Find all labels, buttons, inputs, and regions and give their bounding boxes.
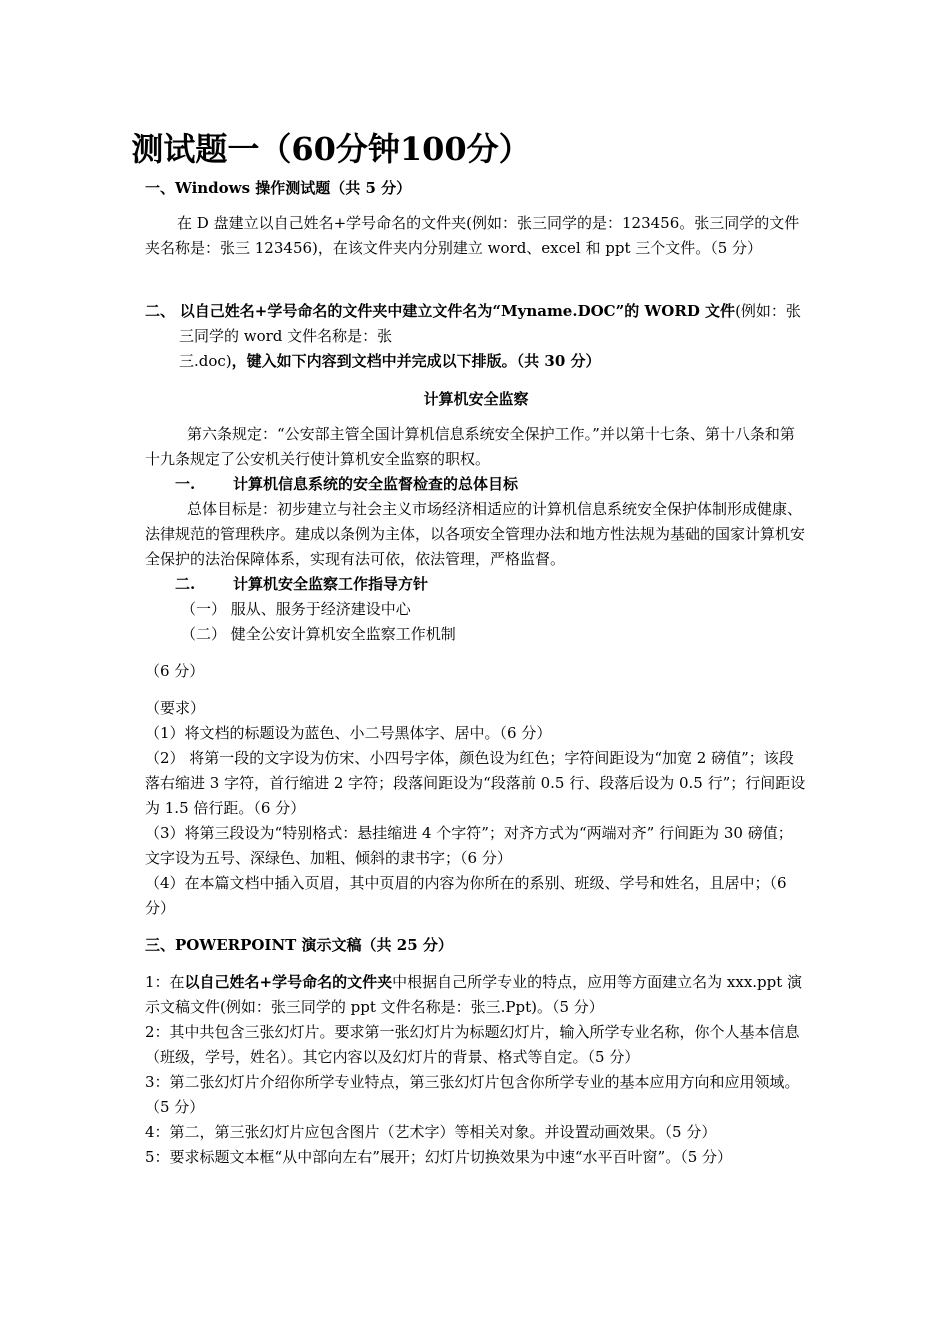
article-heading-1 xyxy=(145,472,807,497)
article-para-2: 总体目标是：初步建立与社会主义市场经济相适应的计算机信息系统安全保护体制形成健康、法律规范的管理秩序。建成以条例为主体，以各项安全管理办法和地方性法规为基础的国家计算机安全保护的法治保障体系，实现有法可依，依法管理，严格监督。 xyxy=(145,500,806,568)
ppt-item-4: 4：第二，第三张幻灯片应包含图片（艺术字）等相关对象。并设置动画效果。（5 分） xyxy=(145,1123,717,1141)
article-heading-1-number: 一. xyxy=(175,475,196,493)
article-heading-1-text: 计算机信息系统的安全监督检查的总体目标 xyxy=(233,475,519,493)
section-1-body: 在 D 盘建立以自己姓名+学号命名的文件夹(例如：张三同学的是：123456。张三同学的文件夹名称是：张三 123456)，在该文件夹内分别建立 word、excel 和 ppt 三个文件。（5 分） xyxy=(145,214,800,257)
requirements-label: （要求） xyxy=(145,699,206,717)
article-title: 计算机安全监察 xyxy=(423,390,529,408)
section-2-bold-1: 以自己姓名+学号命名的文件夹中建立文件名为“Myname.DOC”的 WORD 文件 xyxy=(179,302,736,320)
page-title: 测试题一（60分钟100分） xyxy=(131,130,531,168)
section-2-example: (例如：张三同学的 word 文件名称是：张三.doc) xyxy=(179,302,801,370)
ppt-item-3: 3：第二张幻灯片介绍你所学专业特点，第三张幻灯片包含你所学专业的基本应用方向和应用领域。（5 分） xyxy=(145,1073,800,1116)
article-para-1: 第六条规定：“公安部主管全国计算机信息系统安全保护工作。”并以第十七条、第十八条和第十九条规定了公安机关行使计算机安全监察的职权。 xyxy=(145,425,795,468)
section-2-heading xyxy=(145,299,807,374)
ppt-item-1 xyxy=(145,970,807,1020)
article-heading-2 xyxy=(145,572,807,597)
section-1-heading: 一、Windows 操作测试题（共 5 分） xyxy=(145,179,412,197)
ppt-item-1-rest: 中根据自己所学专业的特点，应用等方面建立名为 xxx.ppt 演示文稿文件(例如：张三同学的 ppt 文件名称是：张三.Ppt)。（5 分） xyxy=(145,973,803,1016)
requirement-4: （4）在本篇文档中插入页眉，其中页眉的内容为你所在的系别、班级、学号和姓名，且居中；（6 分） xyxy=(145,874,787,917)
section-2-bold-2: ，键入如下内容到文档中并完成以下排版。（共 30 分） xyxy=(231,352,601,370)
ppt-item-1-prefix: 1：在 xyxy=(145,973,185,991)
article-heading-2-number: 二. xyxy=(175,575,196,593)
ppt-item-2: 2：其中共包含三张幻灯片。要求第一张幻灯片为标题幻灯片，输入所学专业名称，你个人基本信息（班级，学号，姓名）。其它内容以及幻灯片的背景、格式等自定。（5 分） xyxy=(145,1023,800,1066)
score-6: （6 分） xyxy=(145,662,205,680)
requirement-3: （3）将第三段设为“特别格式：悬挂缩进 4 个字符”；对齐方式为“两端对齐” 行间距为 30 磅值；文字设为五号、深绿色、加粗、倾斜的隶书字；（6 分） xyxy=(145,824,793,867)
section-3-heading: 三、POWERPOINT 演示文稿（共 25 分） xyxy=(145,936,453,954)
requirement-1: （1）将文档的标题设为蓝色、小二号黑体字、居中。（6 分） xyxy=(145,724,552,742)
requirement-2: （2） 将第一段的文字设为仿宋、小四号字体，颜色设为红色；字符间距设为“加宽 2 磅值”；该段落右缩进 3 字符，首行缩进 2 字符；段落间距设为“段落前 0.5 行、段落后设为 0.5 行”；行间距设为 1.5 倍行距。（6 分） xyxy=(145,749,806,817)
article-heading-2-text: 计算机安全监察工作指导方针 xyxy=(233,575,429,593)
ppt-item-1-bold: 以自己姓名+学号命名的文件夹 xyxy=(184,973,393,991)
article-item-2: （二） 健全公安计算机安全监察工作机制 xyxy=(181,625,456,643)
section-2-prefix: 二、 xyxy=(145,302,176,320)
ppt-item-5: 5：要求标题文本框“从中部向左右”展开；幻灯片切换效果为中速“水平百叶窗”。（5 分） xyxy=(145,1148,733,1166)
article-item-1: （一） 服从、服务于经济建设中心 xyxy=(181,600,411,618)
